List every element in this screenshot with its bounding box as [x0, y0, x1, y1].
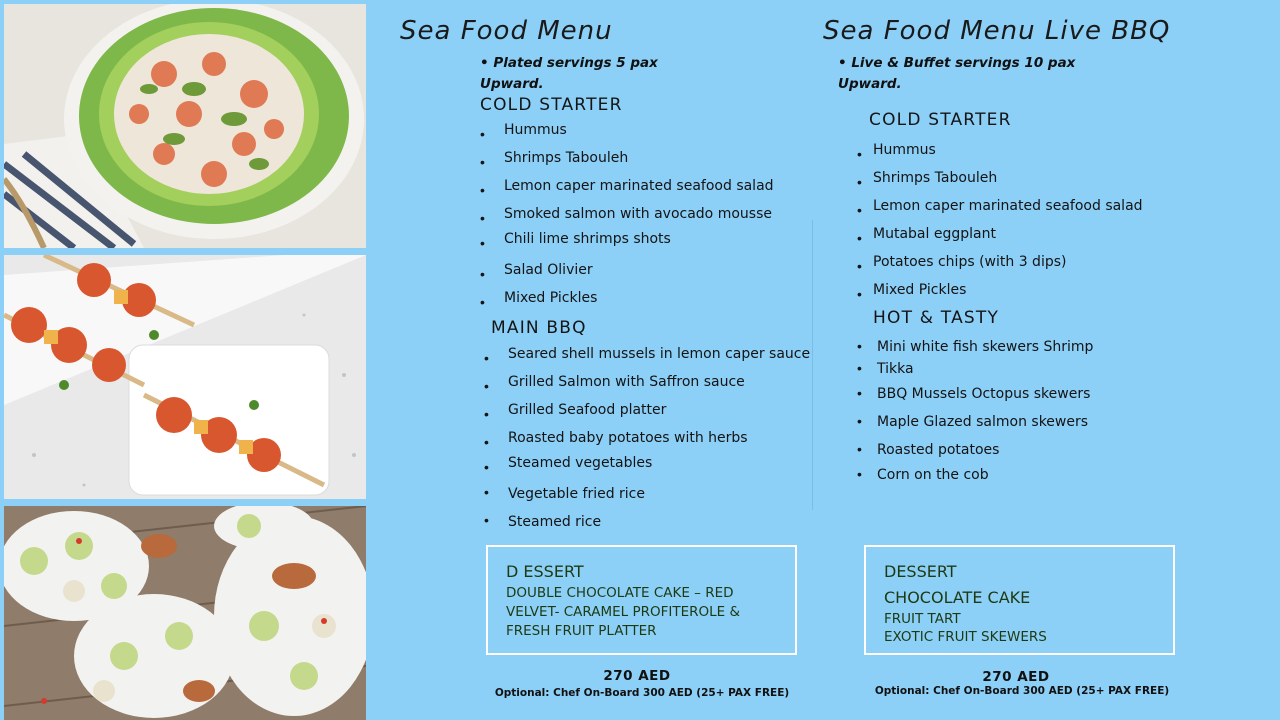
bullet: •	[857, 202, 862, 218]
menu-item: Potatoes chips (with 3 dips)	[873, 254, 1067, 270]
dessert-heading-left: D ESSERT	[506, 562, 584, 581]
menu-item: Steamed vegetables	[508, 455, 653, 471]
menu-item: Vegetable fried rice	[508, 486, 645, 502]
menu-item: Mutabal eggplant	[873, 226, 996, 242]
cold-starter-heading-left: COLD STARTER	[480, 95, 623, 115]
price-left: 270 AED	[603, 668, 671, 684]
menu-item: Steamed rice	[508, 514, 602, 530]
cold-starter-heading-right: COLD STARTER	[869, 110, 1012, 130]
menu-item: Roasted potatoes	[877, 442, 1000, 458]
servings-line: Upward.	[838, 76, 902, 92]
bullet: •	[857, 413, 862, 429]
bullet: •	[484, 350, 489, 366]
menu-title-right: Sea Food Menu Live BBQ	[823, 16, 1171, 46]
bullet: •	[484, 484, 489, 500]
servings-note-left	[480, 53, 658, 95]
menu-item: Tikka	[877, 361, 914, 377]
dessert-line: VELVET- CARAMEL PROFITEROLE &	[506, 604, 741, 620]
menu-item: Grilled Seafood platter	[508, 402, 667, 418]
menu-item: Shrimps Tabouleh	[873, 170, 998, 186]
menu-item: Mixed Pickles	[504, 290, 598, 306]
bullet: •	[857, 146, 862, 162]
servings-note-right	[838, 53, 1075, 95]
bullet: •	[857, 466, 862, 482]
menu-title-left: Sea Food Menu	[400, 16, 613, 46]
seafood-salad-photo	[4, 4, 366, 248]
bullet: •	[480, 294, 485, 310]
menu-item: Lemon caper marinated seafood salad	[873, 198, 1143, 214]
bullet: •	[857, 174, 862, 190]
bullet: •	[857, 230, 862, 246]
dessert-platter-photo	[4, 506, 366, 720]
menu-item: Shrimps Tabouleh	[504, 150, 629, 166]
bullet: •	[857, 258, 862, 274]
bullet: •	[484, 459, 489, 475]
servings-line: • Live & Buffet servings 10 pax	[838, 55, 1076, 71]
bullet: •	[857, 286, 862, 302]
menu-item: Corn on the cob	[877, 467, 989, 483]
bullet: •	[484, 406, 489, 422]
optional-note-left: Optional: Chef On-Board 300 AED (25+ PAX FREE)	[494, 687, 790, 699]
menu-item: Seared shell mussels in lemon caper sauce	[508, 346, 811, 362]
dessert-heading-right: DESSERT	[884, 562, 957, 581]
dessert-line: DOUBLE CHOCOLATE CAKE – RED	[506, 585, 734, 601]
bullet: •	[857, 360, 862, 376]
main-bbq-heading: MAIN BBQ	[491, 318, 587, 338]
bullet: •	[857, 441, 862, 457]
menu-item: Maple Glazed salmon skewers	[877, 414, 1089, 430]
menu-item: Roasted baby potatoes with herbs	[508, 430, 748, 446]
bullet: •	[484, 378, 489, 394]
menu-item: Hummus	[504, 122, 567, 138]
shrimp-skewers-photo	[4, 255, 366, 499]
menu-item: Salad Olivier	[504, 262, 593, 278]
servings-line: Upward.	[480, 76, 544, 92]
servings-line: • Plated servings 5 pax	[480, 55, 658, 71]
bullet: •	[480, 266, 485, 282]
dessert-line: FRUIT TART	[884, 611, 961, 627]
hot-tasty-heading: HOT & TASTY	[873, 308, 1000, 328]
bullet: •	[480, 210, 485, 226]
bullet: •	[480, 182, 485, 198]
optional-note-right: Optional: Chef On-Board 300 AED (25+ PAX FREE)	[874, 685, 1170, 697]
dessert-line: FRESH FRUIT PLATTER	[506, 623, 657, 639]
price-right: 270 AED	[982, 669, 1050, 685]
column-divider	[812, 220, 813, 510]
dessert-line: EXOTIC FRUIT SKEWERS	[884, 629, 1047, 645]
menu-item: Hummus	[873, 142, 936, 158]
bullet: •	[484, 512, 489, 528]
menu-item: Lemon caper marinated seafood salad	[504, 178, 774, 194]
dessert-line: CHOCOLATE CAKE	[884, 588, 1031, 607]
bullet: •	[484, 434, 489, 450]
bullet: •	[480, 126, 485, 142]
bullet: •	[857, 385, 862, 401]
menu-item: BBQ Mussels Octopus skewers	[877, 386, 1091, 402]
menu-item: Chili lime shrimps shots	[504, 231, 671, 247]
menu-item: Smoked salmon with avocado mousse	[504, 206, 772, 222]
bullet: •	[480, 154, 485, 170]
bullet: •	[480, 235, 485, 251]
menu-item: Grilled Salmon with Saffron sauce	[508, 374, 745, 390]
menu-item: Mini white fish skewers Shrimp	[877, 339, 1094, 355]
bullet: •	[857, 338, 862, 354]
menu-item: Mixed Pickles	[873, 282, 967, 298]
